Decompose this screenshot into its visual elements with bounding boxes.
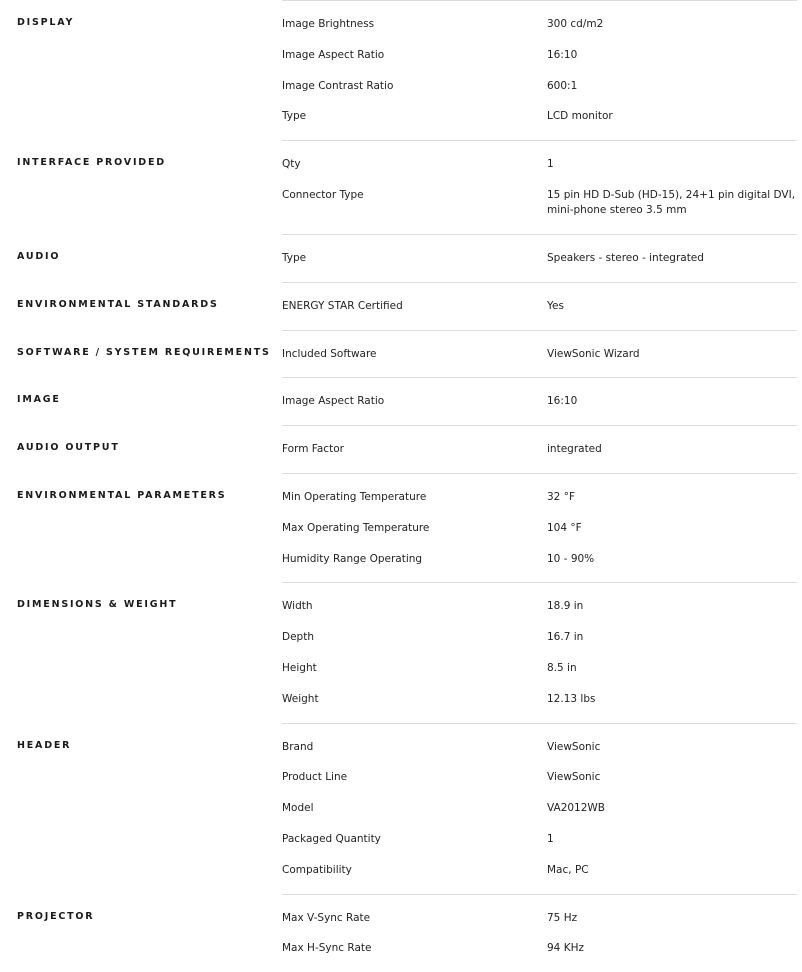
spec-row [282,622,797,653]
spec-label: Image Aspect Ratio [282,395,385,408]
spec-label: Humidity Range Operating [282,552,423,565]
spec-label: Min Operating Temperature [282,490,427,503]
spec-label: Brand [282,740,314,753]
spec-row [282,855,797,886]
spec-row [282,243,797,274]
spec-row [282,732,797,763]
spec-rows [282,330,797,378]
spec-section-projector [0,894,802,972]
spec-value: 94 KHz [547,942,584,955]
spec-value: LCD monitor [547,110,613,123]
spec-label: Max V-Sync Rate [282,911,371,924]
spec-value: 16.7 in [547,631,584,644]
spec-value: 1 [547,158,554,171]
section-title: AUDIO OUTPUT [17,442,120,454]
section-title: ENVIRONMENTAL STANDARDS [17,298,219,310]
spec-row [282,684,797,715]
spec-row [282,71,797,102]
spec-value: 8.5 in [547,661,577,674]
spec-label: Product Line [282,771,348,784]
spec-row [282,762,797,793]
spec-label: Connector Type [282,188,364,201]
spec-value: 16:10 [547,48,578,61]
spec-rows [282,282,797,330]
spec-label: Form Factor [282,443,344,456]
spec-section-header [0,723,802,894]
spec-label: Compatibility [282,863,352,876]
section-title: SOFTWARE / SYSTEM REQUIREMENTS [17,346,271,358]
spec-rows [282,377,797,425]
spec-section-environmental-standards [0,282,802,330]
spec-label: Model [282,802,314,815]
spec-label: Type [282,110,307,123]
spec-row [282,101,797,132]
spec-value: 32 °F [547,490,575,503]
spec-label: ENERGY STAR Certified [282,299,403,312]
spec-rows [282,234,797,282]
spec-section-dimensions-weight [0,582,802,722]
spec-row [282,513,797,544]
section-title: HEADER [17,739,72,751]
spec-row [282,793,797,824]
spec-row [282,653,797,684]
spec-value: 75 Hz [547,911,578,924]
spec-row [282,591,797,622]
spec-value: Speakers - stereo - integrated [547,251,704,264]
spec-rows [282,582,797,722]
spec-row [282,180,797,226]
spec-value: Mac, PC [547,863,589,876]
section-title: ENVIRONMENTAL PARAMETERS [17,489,227,501]
spec-row [282,482,797,513]
spec-value: 18.9 in [547,600,584,613]
spec-row [282,434,797,465]
spec-value: 12.13 lbs [547,692,596,705]
spec-row [282,291,797,322]
spec-row [282,903,797,934]
spec-rows [282,723,797,894]
spec-label: Max H-Sync Rate [282,942,372,955]
spec-label: Image Aspect Ratio [282,48,385,61]
spec-label: Height [282,661,317,674]
spec-row [282,40,797,71]
section-title: DISPLAY [17,17,75,28]
section-title: DIMENSIONS & WEIGHT [17,599,178,611]
spec-rows [282,0,797,140]
spec-section-interface-provided [0,140,802,234]
spec-label: Width [282,600,313,613]
spec-value: 104 °F [547,521,582,534]
spec-rows [282,425,797,473]
spec-label: Qty [282,158,301,171]
section-title: AUDIO [17,250,61,262]
spec-rows [282,473,797,582]
spec-label: Max Operating Temperature [282,521,430,534]
spec-section-audio [0,234,802,282]
spec-section-audio-output [0,425,802,473]
spec-label: Weight [282,692,319,705]
spec-value: ViewSonic Wizard [547,347,640,360]
spec-rows [282,894,797,972]
spec-value: 16:10 [547,395,578,408]
spec-row [282,149,797,180]
spec-row [282,544,797,575]
spec-label: Depth [282,631,314,644]
spec-label: Image Contrast Ratio [282,79,394,92]
spec-section-software-requirements [0,330,802,378]
spec-label: Type [282,251,307,264]
spec-label: Image Brightness [282,18,375,30]
spec-row [282,9,797,40]
spec-value: 10 - 90% [547,552,595,565]
spec-row [282,339,797,370]
spec-row [282,386,797,417]
spec-value: 300 cd/m2 [547,18,604,30]
spec-label: Included Software [282,347,377,360]
spec-row [282,824,797,855]
spec-section-environmental-parameters [0,473,802,582]
spec-value: 1 [547,832,554,845]
section-title: PROJECTOR [17,910,95,922]
section-title: INTERFACE PROVIDED [17,157,166,169]
spec-value: Yes [547,299,564,312]
spec-section-display [0,0,802,140]
spec-value: 600:1 [547,79,578,92]
spec-rows [282,140,797,234]
spec-value: 15 pin HD D-Sub (HD-15), 24+1 pin digital DVI, mini-phone stereo 3.5 mm [547,188,796,216]
spec-section-image [0,377,802,425]
spec-value: ViewSonic [547,740,601,753]
spec-value: ViewSonic [547,771,601,784]
spec-value: VA2012WB [547,802,606,815]
spec-value: integrated [547,443,602,456]
spec-label: Packaged Quantity [282,832,381,845]
section-title: IMAGE [17,394,61,406]
